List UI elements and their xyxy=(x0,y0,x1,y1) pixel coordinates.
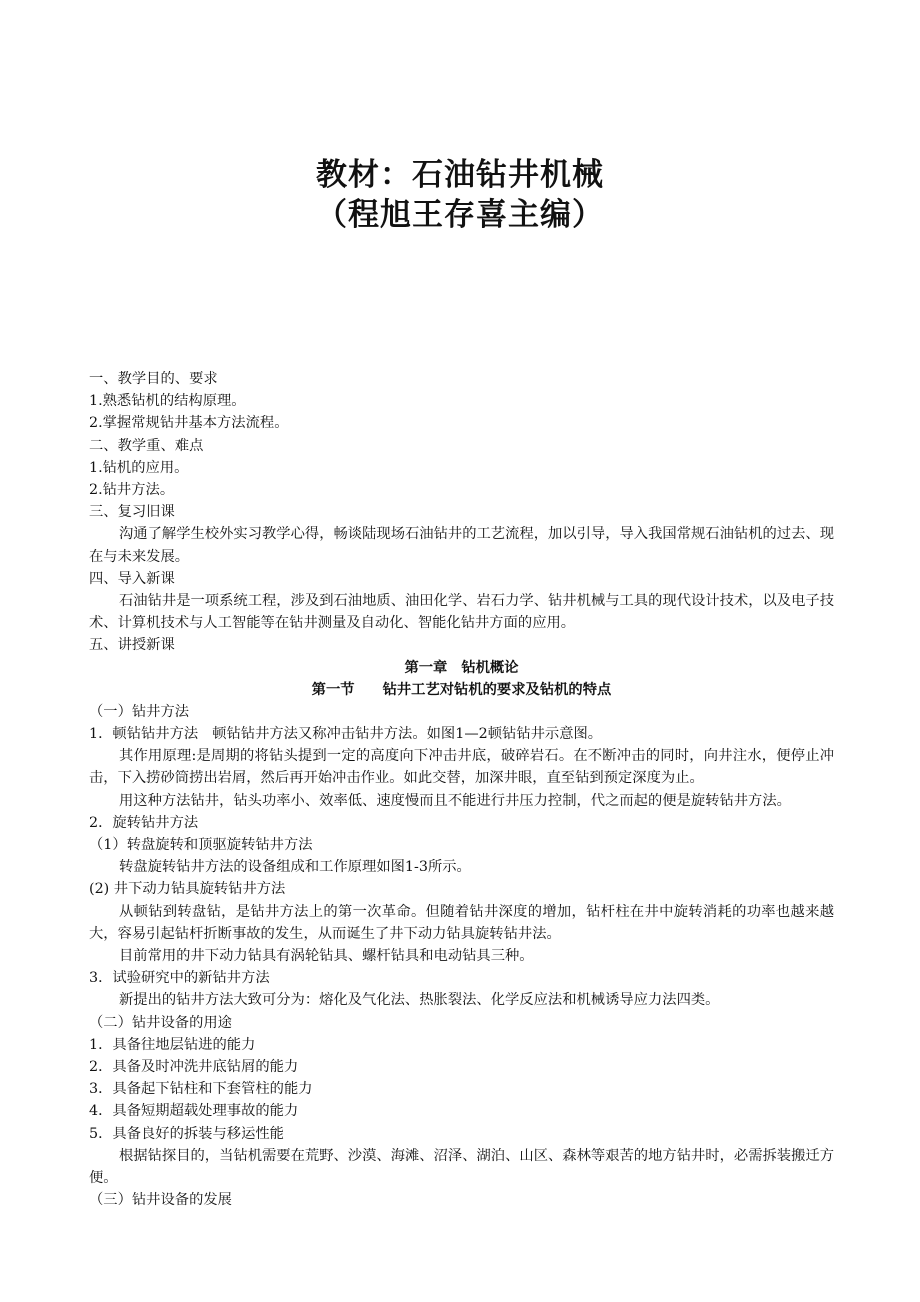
list-item: (2) 井下动力钻具旋转钻井方法 xyxy=(89,881,286,898)
paragraph: 新提出的钻井方法大致可分为：熔化及气化法、热胀裂法、化学反应法和机械诱导应力法四类。 xyxy=(119,992,720,1009)
subheading: （二）钻井设备的用途 xyxy=(89,1014,232,1031)
heading-new-lesson: 五、讲授新课 xyxy=(89,637,175,654)
paragraph: 石油钻井是一项系统工程，涉及到石油地质、油田化学、岩石力学、钻井机械与工具的现代设计技术，以及电子技术、计算机技术与人工智能等在钻井测量及自动化、智能化钻井方面的应用。 xyxy=(89,592,834,632)
list-item: 2．具备及时冲洗井底钻屑的能力 xyxy=(89,1058,299,1075)
section-number: 第一节 xyxy=(311,681,355,698)
document-title: 教材：石油钻井机械 xyxy=(316,157,604,193)
paragraph: 转盘旋转钻井方法的设备组成和工作原理如图1-3所示。 xyxy=(119,859,471,876)
list-item-text: 顿钻钻井方法又称冲击钻井方法。如图1—2顿钻钻井示意图。 xyxy=(212,726,603,743)
heading-objectives: 一、教学目的、要求 xyxy=(89,371,218,387)
subheading: （三）钻井设备的发展 xyxy=(89,1192,232,1209)
objective-item: 1.熟悉钻机的结构原理。 xyxy=(89,393,246,410)
section-name: 钻井工艺对钻机的要求及钻机的特点 xyxy=(382,681,612,698)
paragraph: 目前常用的井下动力钻具有涡轮钻具、螺杆钻具和电动钻具三种。 xyxy=(119,948,534,965)
list-item: 3．具备起下钻柱和下套管柱的能力 xyxy=(89,1081,313,1098)
chapter-title xyxy=(89,657,834,679)
list-item: 2．旋转钻井方法 xyxy=(89,814,199,831)
document-subtitle: （程旭王存喜主编） xyxy=(316,197,604,233)
list-item: 1．具备往地层钻进的能力 xyxy=(89,1036,256,1053)
paragraph: 根据钻探目的，当钻机需要在荒野、沙漠、海滩、沼泽、湖泊、山区、森林等艰苦的地方钻井时，必需拆装搬迁方便。 xyxy=(89,1147,834,1186)
heading-key-points: 二、教学重、难点 xyxy=(89,437,204,454)
list-item: 3．试验研究中的新钻井方法 xyxy=(89,970,270,987)
key-point-item: 2.钻井方法。 xyxy=(89,481,175,498)
list-item: （1）转盘旋转和顶驱旋转钻井方法 xyxy=(89,837,313,854)
key-point-item: 1.钻机的应用。 xyxy=(89,459,189,476)
chapter-name: 钻机概论 xyxy=(461,659,519,676)
heading-review: 三、复习旧课 xyxy=(89,504,175,521)
paragraph: 沟通了解学生校外实习教学心得，畅谈陆现场石油钻井的工艺流程，加以引导，导入我国常规石油钻机的过去、现在与未来发展。 xyxy=(89,526,834,565)
list-item: 4．具备短期超载处理事故的能力 xyxy=(89,1103,299,1120)
list-item xyxy=(89,723,834,745)
list-item: 5．具备良好的拆装与移运性能 xyxy=(89,1125,284,1142)
paragraph: 用这种方法钻井，钻头功率小、效率低、速度慢而且不能进行井压力控制，代之而起的便是旋转钻井方法。 xyxy=(119,792,791,809)
objective-item: 2.掌握常规钻井基本方法流程。 xyxy=(89,415,289,432)
subheading: （一）钻井方法 xyxy=(89,703,190,720)
paragraph: 其作用原理:是周期的将钻头提到一定的高度向下冲击井底，破碎岩石。在不断冲击的同时，向井注水，便停止冲击，下入捞砂筒捞出岩屑，然后再开始冲击作业。如此交替，加深井眼，直至钻到预定深度为止。 xyxy=(89,748,834,787)
section-title xyxy=(89,679,834,701)
chapter-number: 第一章 xyxy=(404,659,448,676)
list-item-label: 1．顿钻钻井方法 xyxy=(89,726,199,743)
document-body xyxy=(89,368,834,1211)
heading-introduction: 四、导入新课 xyxy=(89,570,175,587)
paragraph: 从顿钻到转盘钻，是钻井方法上的第一次革命。但随着钻井深度的增加，钻杆柱在井中旋转消耗的功率也越来越大，容易引起钻杆折断事故的发生，从而诞生了井下动力钻具旋转钻井法。 xyxy=(89,903,834,942)
